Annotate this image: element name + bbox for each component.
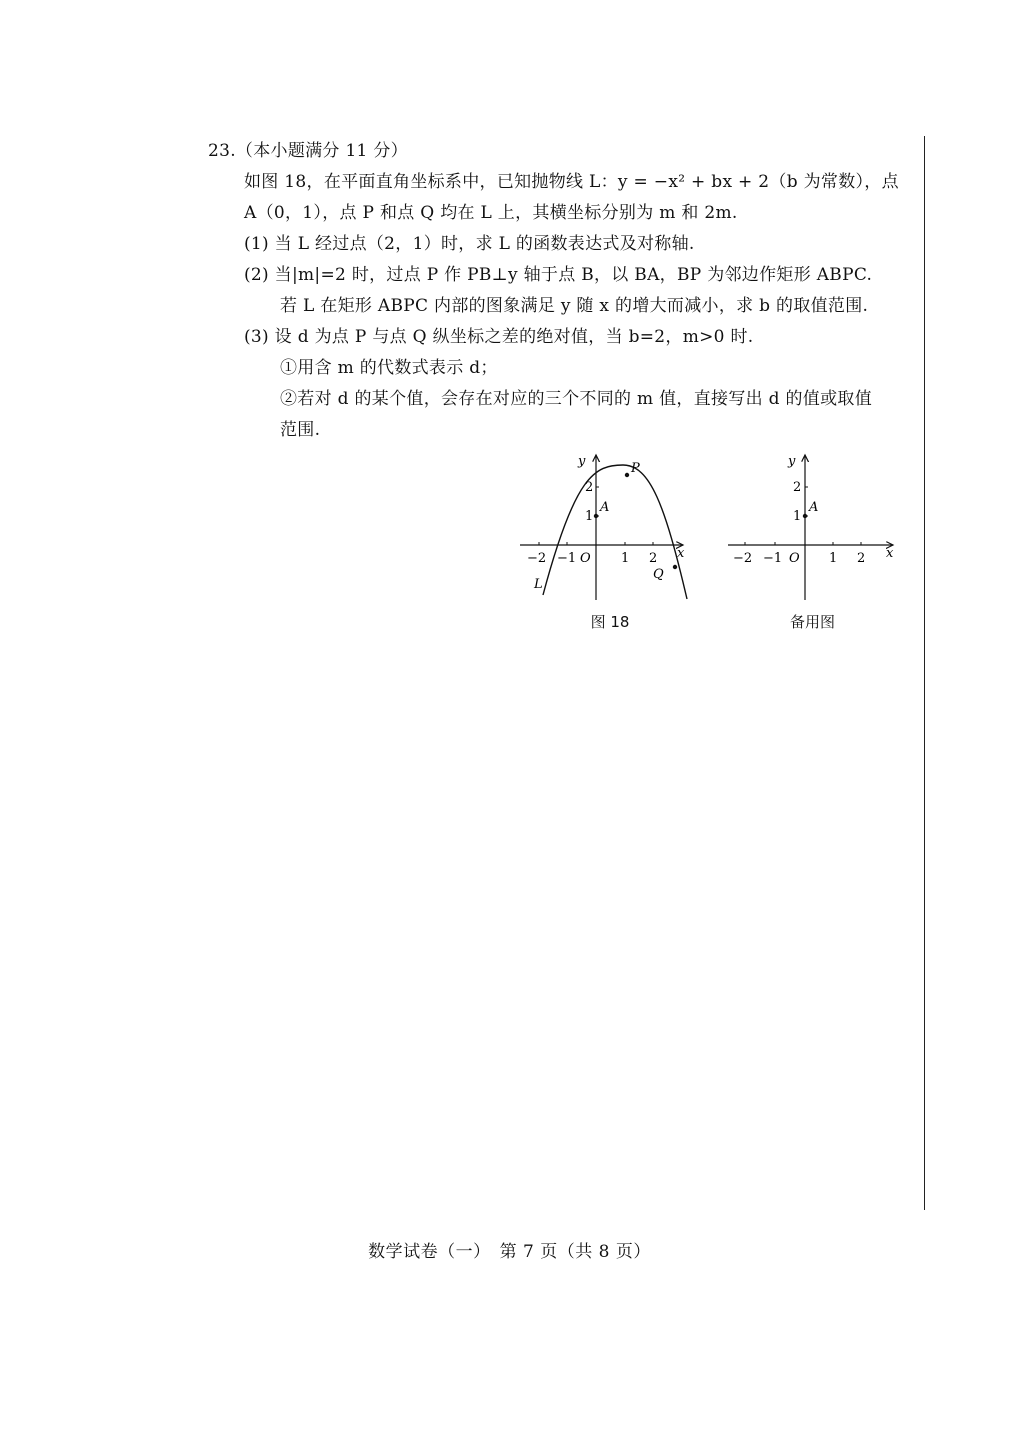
part-3-sub-1: ①用含 m 的代数式表示 d； <box>280 358 498 378</box>
figure-18-caption: 图 18 <box>590 613 630 631</box>
part-3-sub-2-line-2: 范围. <box>280 420 321 440</box>
part-3-sub-2-line-1: ②若对 d 的某个值，会存在对应的三个不同的 m 值，直接写出 d 的值或取值 <box>280 389 873 409</box>
y-tick-label: 2 <box>585 480 594 495</box>
point-P <box>625 473 629 477</box>
origin-label: O <box>580 551 591 566</box>
axis-x-label: x <box>677 546 685 561</box>
x-tick-label: −1 <box>763 551 783 566</box>
x-tick-label: 2 <box>649 551 658 566</box>
figure-18-graph <box>515 445 705 605</box>
x-tick-label: 1 <box>621 551 630 566</box>
y-tick-label: 1 <box>793 509 802 524</box>
origin-label: O <box>789 551 800 566</box>
part-2-line-2: 若 L 在矩形 ABPC 内部的图象满足 y 随 x 的增大而减小，求 b 的取值范围. <box>280 296 869 316</box>
part-3: (3) 设 d 为点 P 与点 Q 纵坐标之差的绝对值，当 b=2，m>0 时. <box>244 327 754 347</box>
x-tick-label: −2 <box>527 551 547 566</box>
figure-18 <box>515 445 705 631</box>
page-margin-rule <box>924 136 925 1210</box>
figure-backup-graph <box>725 445 900 605</box>
question-stem-line-2: A（0，1），点 P 和点 Q 均在 L 上，其横坐标分别为 m 和 2m. <box>244 203 738 223</box>
figure-backup <box>725 445 900 631</box>
point-A <box>803 514 807 518</box>
page-footer: 数学试卷（一） 第 7 页（共 8 页） <box>368 1242 651 1262</box>
label-Q: Q <box>653 567 664 582</box>
x-tick-label: −1 <box>557 551 577 566</box>
part-1: (1) 当 L 经过点（2，1）时，求 L 的函数表达式及对称轴. <box>244 234 695 254</box>
question-23 <box>208 136 908 446</box>
x-tick-label: −2 <box>733 551 753 566</box>
axis-y-label: y <box>788 454 796 469</box>
axis-x-label: x <box>886 546 894 561</box>
label-A: A <box>600 500 610 515</box>
label-A: A <box>809 500 819 515</box>
y-tick-label: 2 <box>793 480 802 495</box>
figure-backup-caption: 备用图 <box>789 613 835 631</box>
label-P: P <box>631 461 640 476</box>
x-tick-label: 2 <box>857 551 866 566</box>
x-tick-label: 1 <box>829 551 838 566</box>
label-L: L <box>534 577 543 592</box>
axis-y-label: y <box>578 454 586 469</box>
question-stem-line-1: 如图 18，在平面直角坐标系中，已知抛物线 L：y = −x² + bx + 2（b 为常数），点 <box>244 172 899 192</box>
question-heading: 23.（本小题满分 11 分） <box>208 141 408 161</box>
y-tick-label: 1 <box>585 509 594 524</box>
point-Q <box>673 565 677 569</box>
point-A <box>594 514 598 518</box>
part-2-line-1: (2) 当|m|=2 时，过点 P 作 PB⊥y 轴于点 B，以 BA，BP 为邻边作矩形 ABPC. <box>244 265 873 285</box>
parabola-L <box>543 465 687 599</box>
